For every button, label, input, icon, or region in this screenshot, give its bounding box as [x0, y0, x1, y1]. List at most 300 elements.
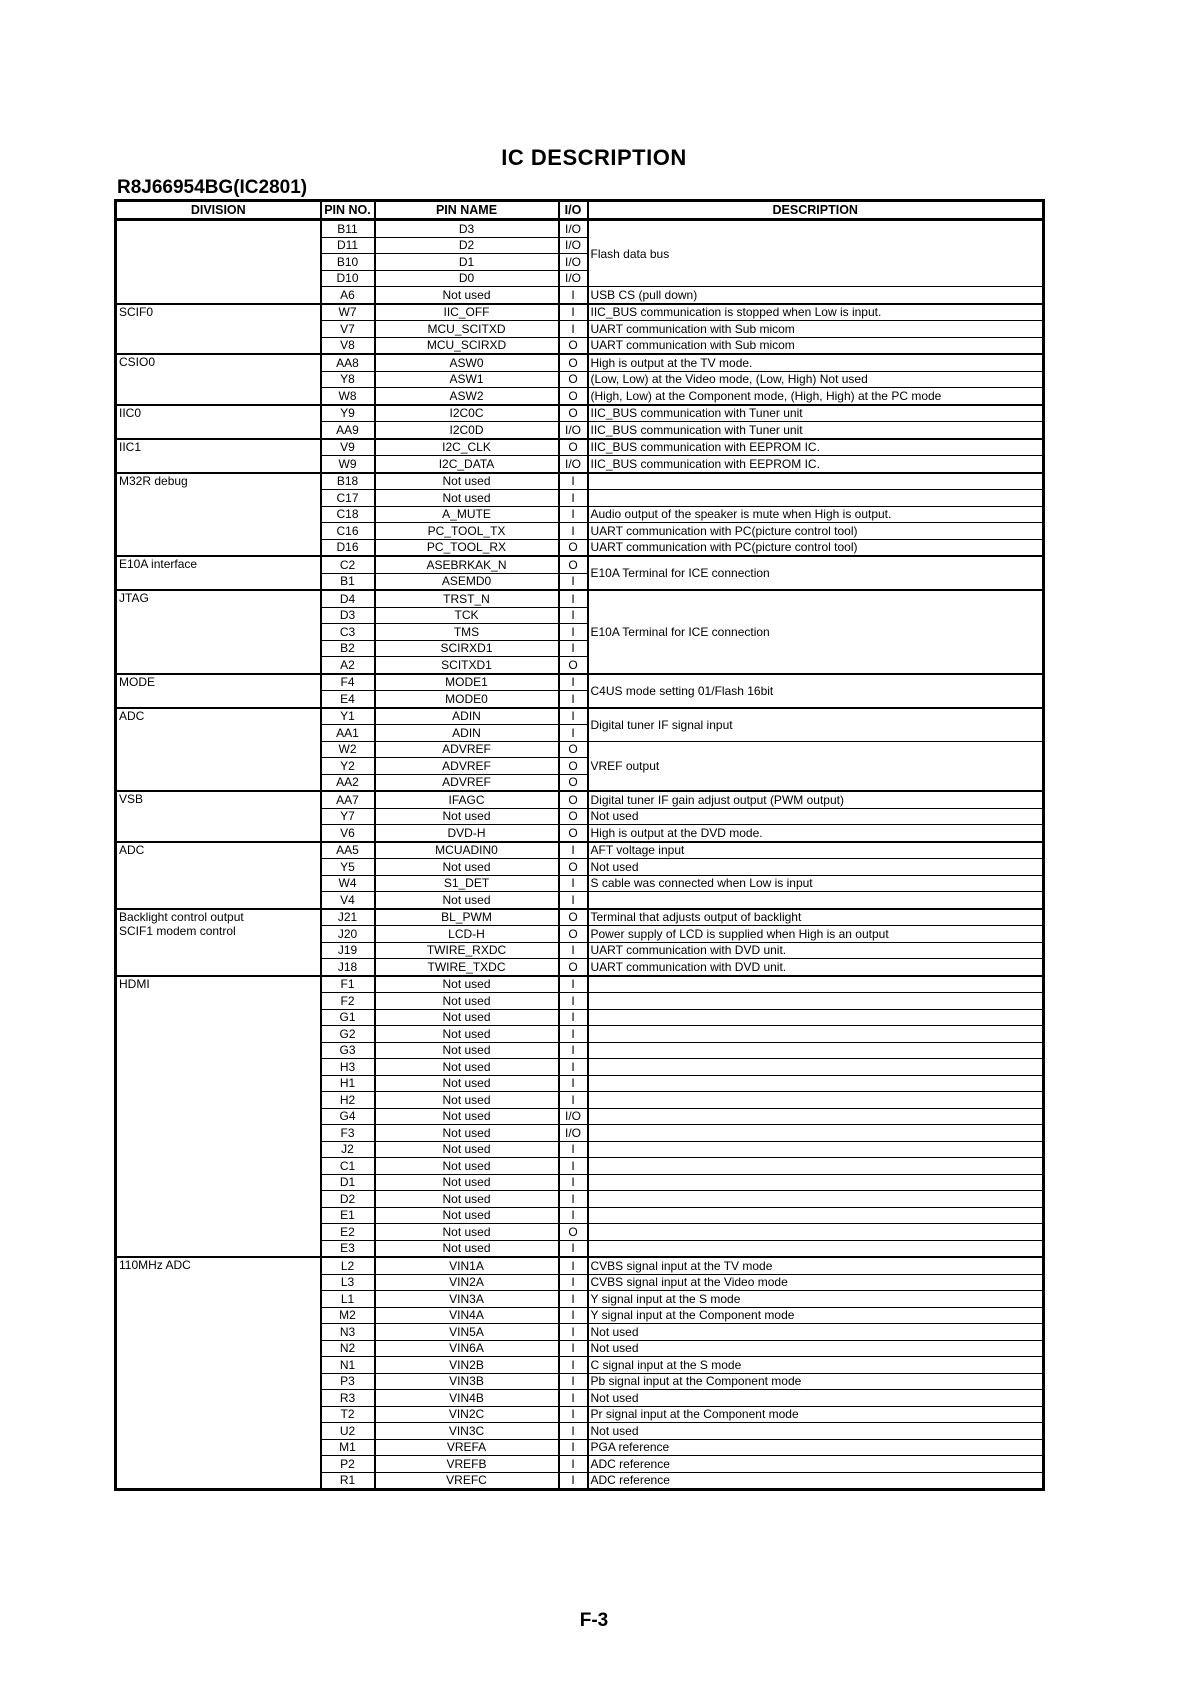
io-cell: I/O — [559, 270, 588, 287]
ic-description-table — [114, 199, 1045, 1491]
pin-cell: P3 — [321, 1373, 375, 1390]
pin-cell: W2 — [321, 741, 375, 758]
io-cell: I/O — [559, 237, 588, 254]
pin-cell: E2 — [321, 1224, 375, 1241]
division-label: SCIF0 — [119, 304, 154, 319]
pin-cell: F2 — [321, 993, 375, 1010]
table-row — [116, 976, 1044, 993]
pin-cell: C17 — [321, 490, 375, 507]
description-cell: High is output at the DVD mode. — [588, 825, 1044, 842]
io-cell: I — [559, 590, 588, 607]
pin-cell: AA5 — [321, 842, 375, 859]
pin-cell: R3 — [321, 1390, 375, 1407]
pin-cell: V7 — [321, 321, 375, 338]
pin-cell: Y9 — [321, 405, 375, 422]
io-cell: I — [559, 1456, 588, 1473]
pin-cell: H2 — [321, 1092, 375, 1109]
io-cell: I — [559, 993, 588, 1010]
pin-name-cell: Not used — [375, 1026, 559, 1043]
io-cell: I — [559, 607, 588, 624]
io-cell: I — [559, 708, 588, 725]
description-cell — [588, 993, 1044, 1010]
table-row — [116, 674, 1044, 691]
pin-name-cell: Not used — [375, 1075, 559, 1092]
pin-name-cell: Not used — [375, 859, 559, 876]
pin-name-cell: MODE1 — [375, 674, 559, 691]
pin-cell: T2 — [321, 1406, 375, 1423]
description-cell — [588, 473, 1044, 490]
pin-name-cell: MODE0 — [375, 691, 559, 708]
io-cell: I — [559, 1207, 588, 1224]
pin-name-cell: Not used — [375, 1092, 559, 1109]
description-cell: IIC_BUS communication is stopped when Low is input. — [588, 304, 1044, 321]
pin-name-cell: SCITXD1 — [375, 657, 559, 674]
pin-name-cell: VIN6A — [375, 1340, 559, 1357]
io-cell: O — [559, 758, 588, 775]
pin-cell: B18 — [321, 473, 375, 490]
io-cell: O — [559, 371, 588, 388]
pin-name-cell: Not used — [375, 1059, 559, 1076]
io-cell: I — [559, 1059, 588, 1076]
pin-cell: C18 — [321, 506, 375, 523]
pin-name-cell: SCIRXD1 — [375, 640, 559, 657]
pin-cell: N1 — [321, 1357, 375, 1374]
description-cell — [588, 1026, 1044, 1043]
io-cell: I — [559, 875, 588, 892]
description-cell: CVBS signal input at the TV mode — [588, 1257, 1044, 1274]
pin-name-cell: MCU_SCIRXD — [375, 337, 559, 354]
pin-cell: B10 — [321, 254, 375, 271]
pin-cell: E3 — [321, 1240, 375, 1257]
pin-name-cell: D3 — [375, 220, 559, 238]
io-cell: I — [559, 1324, 588, 1341]
io-cell: I — [559, 1307, 588, 1324]
io-cell: I — [559, 1174, 588, 1191]
pin-name-cell: Not used — [375, 1108, 559, 1125]
description-cell: UART communication with PC(picture control tool) — [588, 523, 1044, 540]
pin-cell: AA8 — [321, 354, 375, 371]
io-cell: O — [559, 741, 588, 758]
pin-name-cell: ASW2 — [375, 388, 559, 405]
pin-cell: E4 — [321, 691, 375, 708]
description-cell: Not used — [588, 808, 1044, 825]
pin-cell: D1 — [321, 1174, 375, 1191]
io-cell: I — [559, 1340, 588, 1357]
pin-cell: A6 — [321, 287, 375, 304]
pin-cell: U2 — [321, 1423, 375, 1440]
description-cell: CVBS signal input at the Video mode — [588, 1274, 1044, 1291]
io-cell: O — [559, 909, 588, 926]
pin-name-cell: ADVREF — [375, 741, 559, 758]
pin-cell: H3 — [321, 1059, 375, 1076]
division-cell — [116, 556, 321, 590]
pin-cell: L2 — [321, 1257, 375, 1274]
description-cell: ADC reference — [588, 1472, 1044, 1490]
division-cell — [116, 405, 321, 439]
pin-name-cell: VREFB — [375, 1456, 559, 1473]
pin-name-cell: PC_TOOL_TX — [375, 523, 559, 540]
table-row — [116, 708, 1044, 725]
pin-name-cell: I2C0D — [375, 422, 559, 439]
division-label: JTAG — [119, 591, 149, 605]
description-cell: Digital tuner IF gain adjust output (PWM output) — [588, 791, 1044, 808]
pin-cell: Y2 — [321, 758, 375, 775]
pin-name-cell: Not used — [375, 1207, 559, 1224]
pin-name-cell: S1_DET — [375, 875, 559, 892]
pin-cell: C2 — [321, 556, 375, 573]
pin-name-cell: Not used — [375, 1224, 559, 1241]
pin-name-cell: ADIN — [375, 725, 559, 742]
pin-cell: C16 — [321, 523, 375, 540]
pin-cell: Y5 — [321, 859, 375, 876]
io-cell: I — [559, 490, 588, 507]
pin-name-cell: MCUADIN0 — [375, 842, 559, 859]
division-label: ADC — [119, 842, 145, 857]
pin-cell: N3 — [321, 1324, 375, 1341]
description-cell: UART communication with PC(picture control tool) — [588, 539, 1044, 556]
io-cell: I — [559, 321, 588, 338]
pin-cell: A2 — [321, 657, 375, 674]
description-cell: Power supply of LCD is supplied when High is an output — [588, 926, 1044, 943]
pin-name-cell: VIN3A — [375, 1291, 559, 1308]
pin-name-cell: ADVREF — [375, 774, 559, 791]
pin-cell: J2 — [321, 1141, 375, 1158]
table-row — [116, 354, 1044, 371]
io-cell: O — [559, 859, 588, 876]
pin-name-cell: TMS — [375, 624, 559, 641]
pin-name-cell: VIN2A — [375, 1274, 559, 1291]
pin-cell: W7 — [321, 304, 375, 321]
pin-name-cell: I2C0C — [375, 405, 559, 422]
division-label: HDMI — [119, 976, 150, 991]
io-cell: O — [559, 657, 588, 674]
pin-name-cell: DVD-H — [375, 825, 559, 842]
description-cell: (Low, Low) at the Video mode, (Low, High) Not used — [588, 371, 1044, 388]
pin-cell: G2 — [321, 1026, 375, 1043]
pin-name-cell: Not used — [375, 808, 559, 825]
description-cell: USB CS (pull down) — [588, 287, 1044, 304]
pin-cell: B1 — [321, 573, 375, 590]
division-cell — [116, 439, 321, 473]
io-cell: I — [559, 523, 588, 540]
io-cell: I — [559, 1439, 588, 1456]
description-cell: C signal input at the S mode — [588, 1357, 1044, 1374]
pin-name-cell: TRST_N — [375, 590, 559, 607]
description-cell: Pb signal input at the Component mode — [588, 1373, 1044, 1390]
description-cell — [588, 1224, 1044, 1241]
table-row — [116, 439, 1044, 456]
io-cell: I — [559, 1357, 588, 1374]
description-cell: Digital tuner IF signal input — [588, 708, 1044, 742]
description-cell: PGA reference — [588, 1439, 1044, 1456]
description-cell — [588, 1009, 1044, 1026]
table-row — [116, 556, 1044, 573]
io-cell: I — [559, 1075, 588, 1092]
division-cell — [116, 674, 321, 708]
description-cell — [588, 1174, 1044, 1191]
pin-name-cell: VREFC — [375, 1472, 559, 1490]
description-cell — [588, 1108, 1044, 1125]
pin-cell: D10 — [321, 270, 375, 287]
description-cell: (High, Low) at the Component mode, (High, High) at the PC mode — [588, 388, 1044, 405]
description-cell: UART communication with Sub micom — [588, 321, 1044, 338]
header-pin-name: PIN NAME — [375, 201, 559, 220]
io-cell: O — [559, 774, 588, 791]
division-cell — [116, 708, 321, 792]
io-cell: I/O — [559, 1125, 588, 1142]
pin-cell: V9 — [321, 439, 375, 456]
division-cell — [116, 304, 321, 355]
division-label: IIC0 — [119, 405, 142, 420]
description-cell — [588, 1207, 1044, 1224]
pin-name-cell: ASEMD0 — [375, 573, 559, 590]
description-cell: C4US mode setting 01/Flash 16bit — [588, 674, 1044, 708]
pin-name-cell: VIN2C — [375, 1406, 559, 1423]
description-cell — [588, 892, 1044, 909]
pin-cell: F1 — [321, 976, 375, 993]
io-cell: O — [559, 825, 588, 842]
pin-cell: V6 — [321, 825, 375, 842]
pin-name-cell: A_MUTE — [375, 506, 559, 523]
division-label: ADC — [119, 708, 145, 723]
pin-cell: D4 — [321, 590, 375, 607]
description-cell — [588, 976, 1044, 993]
division-label: MODE — [119, 674, 155, 689]
description-cell — [588, 1158, 1044, 1175]
pin-name-cell: VIN3B — [375, 1373, 559, 1390]
io-cell: I — [559, 640, 588, 657]
description-cell: IIC_BUS communication with Tuner unit — [588, 405, 1044, 422]
pin-name-cell: IFAGC — [375, 791, 559, 808]
description-cell: ADC reference — [588, 1456, 1044, 1473]
io-cell: I/O — [559, 456, 588, 473]
pin-cell: V8 — [321, 337, 375, 354]
description-cell: IIC_BUS communication with EEPROM IC. — [588, 456, 1044, 473]
description-cell — [588, 1059, 1044, 1076]
pin-cell: G1 — [321, 1009, 375, 1026]
io-cell: I — [559, 1472, 588, 1490]
io-cell: I — [559, 942, 588, 959]
pin-name-cell: VREFA — [375, 1439, 559, 1456]
pin-cell: C3 — [321, 624, 375, 641]
division-label: M32R debug — [119, 473, 188, 488]
description-cell — [588, 1042, 1044, 1059]
io-cell: O — [559, 405, 588, 422]
header-io: I/O — [559, 201, 588, 220]
description-cell: High is output at the TV mode. — [588, 354, 1044, 371]
pin-cell: D3 — [321, 607, 375, 624]
description-cell: Audio output of the speaker is mute when High is output. — [588, 506, 1044, 523]
io-cell: I — [559, 1406, 588, 1423]
table-row — [116, 304, 1044, 321]
io-cell: O — [559, 1224, 588, 1241]
pin-cell: G3 — [321, 1042, 375, 1059]
io-cell: I — [559, 1274, 588, 1291]
description-cell: UART communication with Sub micom — [588, 337, 1044, 354]
pin-cell: L3 — [321, 1274, 375, 1291]
pin-name-cell: IIC_OFF — [375, 304, 559, 321]
pin-cell: P2 — [321, 1456, 375, 1473]
description-cell: Not used — [588, 859, 1044, 876]
description-cell: Y signal input at the Component mode — [588, 1307, 1044, 1324]
pin-name-cell: PC_TOOL_RX — [375, 539, 559, 556]
pin-cell: H1 — [321, 1075, 375, 1092]
division-cell — [116, 590, 321, 674]
description-cell: Terminal that adjusts output of backlight — [588, 909, 1044, 926]
io-cell: O — [559, 539, 588, 556]
pin-cell: D2 — [321, 1191, 375, 1208]
table-row — [116, 590, 1044, 607]
pin-name-cell: ADIN — [375, 708, 559, 725]
description-cell: UART communication with DVD unit. — [588, 942, 1044, 959]
pin-name-cell: Not used — [375, 1125, 559, 1142]
io-cell: O — [559, 354, 588, 371]
description-cell: Pr signal input at the Component mode — [588, 1406, 1044, 1423]
pin-cell: F4 — [321, 674, 375, 691]
page-title: IC DESCRIPTION — [501, 145, 687, 170]
pin-name-cell: Not used — [375, 993, 559, 1010]
io-cell: I — [559, 892, 588, 909]
pin-cell: Y1 — [321, 708, 375, 725]
pin-name-cell: MCU_SCITXD — [375, 321, 559, 338]
pin-name-cell: VIN4B — [375, 1390, 559, 1407]
io-cell: O — [559, 439, 588, 456]
pin-name-cell: Not used — [375, 1158, 559, 1175]
pin-cell: L1 — [321, 1291, 375, 1308]
pin-name-cell: Not used — [375, 287, 559, 304]
description-cell: Not used — [588, 1340, 1044, 1357]
pin-cell: M2 — [321, 1307, 375, 1324]
io-cell: O — [559, 926, 588, 943]
header-pin-no: PIN NO. — [321, 201, 375, 220]
table-row — [116, 791, 1044, 808]
pin-name-cell: ADVREF — [375, 758, 559, 775]
description-cell: IIC_BUS communication with EEPROM IC. — [588, 439, 1044, 456]
pin-cell: B2 — [321, 640, 375, 657]
io-cell: I — [559, 725, 588, 742]
pin-cell: R1 — [321, 1472, 375, 1490]
table-row — [116, 405, 1044, 422]
pin-name-cell: Not used — [375, 892, 559, 909]
description-cell: IIC_BUS communication with Tuner unit — [588, 422, 1044, 439]
table-row — [116, 1257, 1044, 1274]
pin-cell: Y8 — [321, 371, 375, 388]
division-cell — [116, 791, 321, 842]
division-label: 110MHz ADC — [119, 1258, 191, 1272]
io-cell: I — [559, 473, 588, 490]
pin-name-cell: D1 — [375, 254, 559, 271]
pin-cell: AA9 — [321, 422, 375, 439]
table-row — [116, 473, 1044, 490]
io-cell: I — [559, 842, 588, 859]
pin-name-cell: TCK — [375, 607, 559, 624]
pin-cell: J18 — [321, 959, 375, 976]
pin-name-cell: Not used — [375, 976, 559, 993]
pin-cell: N2 — [321, 1340, 375, 1357]
pin-name-cell: Not used — [375, 1042, 559, 1059]
chip-title: R8J66954BG(IC2801) — [117, 177, 308, 198]
io-cell: I — [559, 691, 588, 708]
pin-cell: J19 — [321, 942, 375, 959]
io-cell: I — [559, 1191, 588, 1208]
division-cell — [116, 354, 321, 405]
division-cell — [116, 473, 321, 557]
table-row — [116, 842, 1044, 859]
io-cell: I — [559, 573, 588, 590]
pin-cell: G4 — [321, 1108, 375, 1125]
division-cell — [116, 1257, 321, 1490]
pin-name-cell: D2 — [375, 237, 559, 254]
io-cell: I — [559, 674, 588, 691]
io-cell: I — [559, 304, 588, 321]
division-label: CSIO0 — [119, 355, 156, 369]
description-cell: S cable was connected when Low is input — [588, 875, 1044, 892]
io-cell: I — [559, 287, 588, 304]
io-cell: I — [559, 1291, 588, 1308]
description-cell: AFT voltage input — [588, 842, 1044, 859]
io-cell: I — [559, 1423, 588, 1440]
division-cell — [116, 976, 321, 1258]
io-cell: I — [559, 1158, 588, 1175]
pin-name-cell: ASW0 — [375, 354, 559, 371]
pin-cell: B11 — [321, 220, 375, 238]
pin-cell: W9 — [321, 456, 375, 473]
pin-name-cell: VIN5A — [375, 1324, 559, 1341]
description-cell: UART communication with DVD unit. — [588, 959, 1044, 976]
division-label: Backlight control output — [119, 909, 244, 924]
io-cell: I — [559, 624, 588, 641]
pin-cell: AA2 — [321, 774, 375, 791]
description-cell: E10A Terminal for ICE connection — [588, 590, 1044, 674]
description-cell — [588, 1092, 1044, 1109]
io-cell: I/O — [559, 1108, 588, 1125]
page-number: F-3 — [579, 1610, 609, 1631]
pin-cell: D16 — [321, 539, 375, 556]
description-cell — [588, 1240, 1044, 1257]
pin-name-cell: VIN3C — [375, 1423, 559, 1440]
io-cell: I/O — [559, 254, 588, 271]
description-cell: Flash data bus — [588, 220, 1044, 287]
io-cell: I — [559, 1390, 588, 1407]
table-header-row — [116, 201, 1044, 220]
io-cell: I — [559, 1009, 588, 1026]
pin-name-cell: LCD-H — [375, 926, 559, 943]
description-cell: Y signal input at the S mode — [588, 1291, 1044, 1308]
division-label: SCIF1 modem control — [119, 923, 236, 938]
description-cell: Not used — [588, 1324, 1044, 1341]
io-cell: I — [559, 1141, 588, 1158]
pin-name-cell: Not used — [375, 1240, 559, 1257]
header-division: DIVISION — [116, 201, 321, 220]
io-cell: I — [559, 1373, 588, 1390]
pin-name-cell: I2C_CLK — [375, 439, 559, 456]
io-cell: I/O — [559, 220, 588, 238]
pin-name-cell: TWIRE_RXDC — [375, 942, 559, 959]
description-cell: Not used — [588, 1390, 1044, 1407]
division-cell — [116, 220, 321, 304]
division-cell — [116, 909, 321, 976]
description-cell: E10A Terminal for ICE connection — [588, 556, 1044, 590]
io-cell: I — [559, 1240, 588, 1257]
io-cell: O — [559, 959, 588, 976]
pin-name-cell: BL_PWM — [375, 909, 559, 926]
pin-cell: V4 — [321, 892, 375, 909]
division-label: E10A interface — [119, 557, 198, 571]
io-cell: O — [559, 808, 588, 825]
header-description: DESCRIPTION — [588, 201, 1044, 220]
description-cell: VREF output — [588, 741, 1044, 791]
pin-cell: W4 — [321, 875, 375, 892]
